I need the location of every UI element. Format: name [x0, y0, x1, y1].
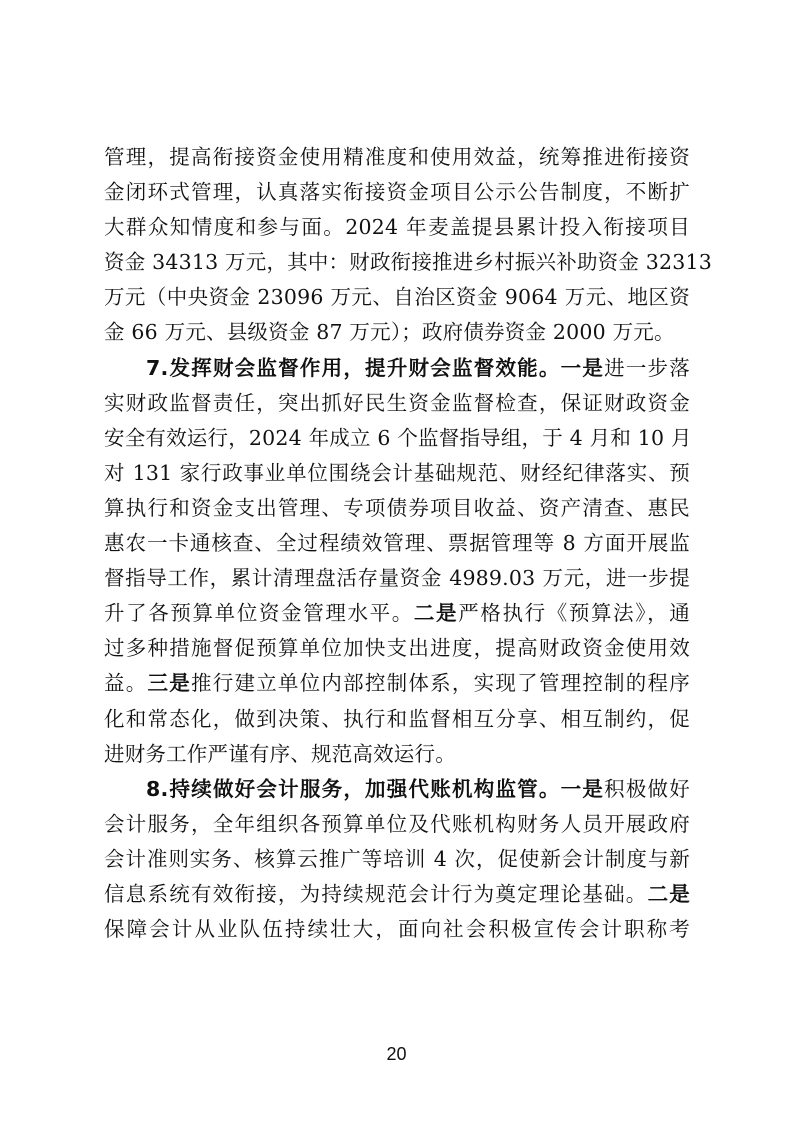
- bold-marker: 二是: [647, 881, 691, 906]
- text-line-15: 过多种措施督促预算单位加快支出进度，提高财政资金使用效: [104, 636, 690, 661]
- text-line-4: 资金 34313 万元，其中：财政衔接推进乡村振兴补助资金 32313: [104, 250, 712, 275]
- text-line-11: 算执行和资金支出管理、专项债券项目收益、资产清查、惠民: [104, 495, 690, 520]
- section-heading-bold: 8.持续做好会计服务，加强代账机构监管。一是: [146, 776, 605, 801]
- section-heading-8: 8.持续做好会计服务，加强代账机构监管。一是积极做好: [146, 776, 690, 801]
- text-line-17: 化和常态化，做到决策、执行和监督相互分享、相互制约，促: [104, 706, 690, 731]
- text-line-5: 万元（中央资金 23096 万元、自治区资金 9064 万元、地区资: [104, 285, 690, 310]
- text-line-16: 益。三是推行建立单位内部控制体系，实现了管理控制的程序: [104, 671, 690, 696]
- text-line-20: 会计服务，全年组织各预算单位及代账机构财务人员开展政府: [104, 811, 690, 836]
- text-line-1: 管理，提高衔接资金使用精准度和使用效益，统筹推进衔接资: [104, 145, 690, 169]
- text-line-3: 大群众知情度和参与面。2024 年麦盖提县累计投入衔接项目: [104, 215, 690, 240]
- section-heading-bold: 7.发挥财会监督作用，提升财会监督效能。一是: [146, 355, 605, 380]
- document-body: [104, 140, 712, 947]
- text-line-22: 信息系统有效衔接，为持续规范会计行为奠定理论基础。二是: [104, 881, 691, 906]
- text-line-6: 金 66 万元、县级资金 87 万元）；政府债券资金 2000 万元。: [104, 320, 675, 345]
- text-line-12: 惠农一卡通核查、全过程绩效管理、票据管理等 8 方面开展监: [104, 531, 690, 556]
- page-number: 20: [386, 1044, 407, 1064]
- text-line-18: 进财务工作严谨有序、规范高效运行。: [104, 741, 456, 766]
- text-line-21: 会计准则实务、核算云推广等培训 4 次，促使新会计制度与新: [104, 846, 690, 871]
- text-line-9: 安全有效运行，2024 年成立 6 个监督指导组，于 4 月和 10 月: [104, 425, 692, 450]
- text-line-14: 升了各预算单位资金管理水平。二是严格执行《预算法》，通: [104, 601, 690, 626]
- text-line-13: 督指导工作，累计清理盘活存量资金 4989.03 万元，进一步提: [104, 566, 690, 591]
- bold-marker: 二是: [413, 601, 459, 626]
- text-line-8: 实财政监督责任，突出抓好民生资金监督检查，保证财政资金: [104, 390, 690, 415]
- bold-marker: 三是: [147, 671, 191, 696]
- text-line-23: 保障会计从业队伍持续壮大，面向社会积极宣传会计职称考: [104, 917, 690, 942]
- text-line-10: 对 131 家行政事业单位围绕会计基础规范、财经纪律落实、预: [104, 460, 690, 485]
- text-line-2: 金闭环式管理，认真落实衔接资金项目公示公告制度，不断扩: [104, 180, 690, 205]
- section-heading-7: 7.发挥财会监督作用，提升财会监督效能。一是进一步落: [146, 355, 690, 380]
